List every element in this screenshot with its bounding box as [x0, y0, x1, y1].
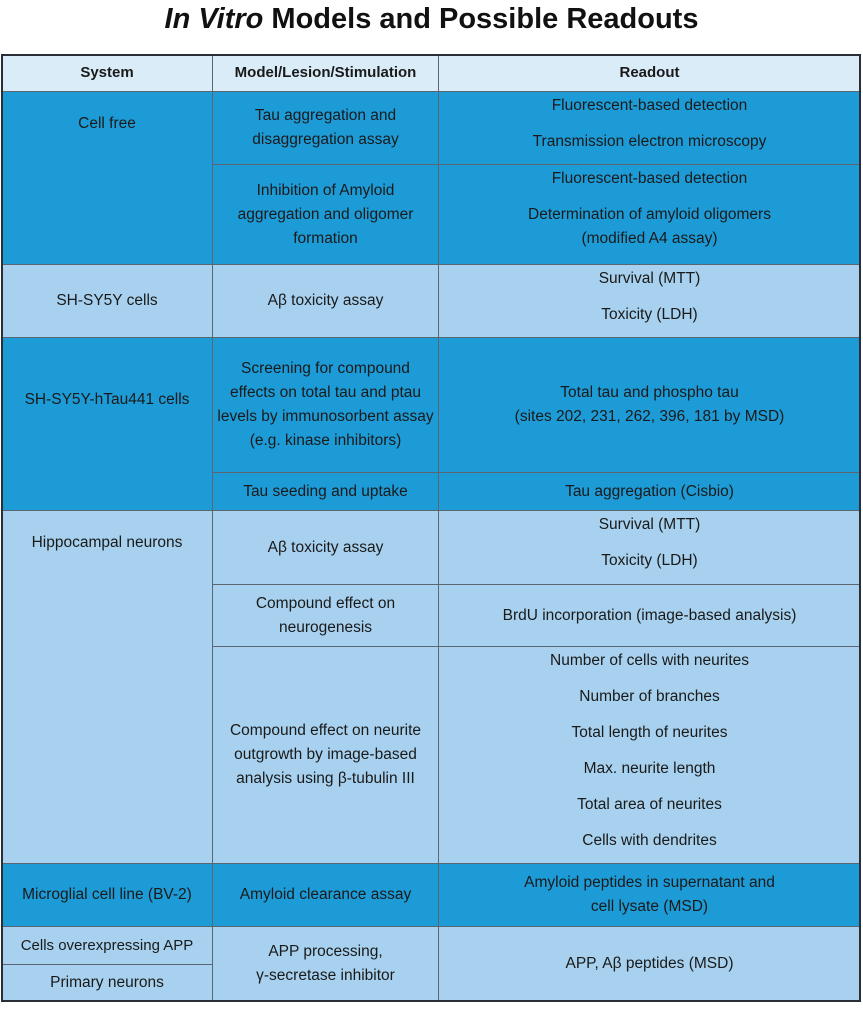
readout-line: Survival (MTT) [598, 516, 701, 533]
readout-line: Transmission electron microscopy [532, 133, 767, 150]
readout-amyloid-inhibition [438, 164, 861, 265]
model-htau-screening: Screening for compound effects on total tau and ptau levels by immunosorbent assay (e.g. kinase inhibitors) [212, 337, 439, 473]
readout-line: Fluorescent-based detection [551, 97, 748, 114]
readout-line: Cells with dendrites [582, 832, 717, 849]
readout-line: Number of cells with neurites [550, 652, 749, 669]
readout-line: Number of branches [579, 688, 720, 705]
readout-hippocampal-toxicity [438, 510, 861, 585]
system-cells-overexpressing-app: Cells overexpressing APP [1, 926, 213, 965]
model-neurogenesis: Compound effect on neurogenesis [212, 584, 439, 647]
readout-line: Total tau and phospho tau [560, 384, 739, 401]
readout-htau-screening [438, 337, 861, 473]
model-line: APP processing, [268, 943, 383, 960]
readout-neurite-outgrowth [438, 646, 861, 864]
model-amyloid-clearance: Amyloid clearance assay [212, 863, 439, 927]
readout-line: Max. neurite length [583, 760, 716, 777]
model-tau-seeding: Tau seeding and uptake [212, 472, 439, 511]
readout-line: Survival (MTT) [598, 270, 701, 287]
readout-line: cell lysate (MSD) [590, 898, 709, 915]
readout-tau-seeding: Tau aggregation (Cisbio) [438, 472, 861, 511]
readout-app: APP, Aβ peptides (MSD) [438, 926, 861, 1002]
readout-line: Toxicity (LDH) [601, 552, 698, 569]
readout-line: Total length of neurites [571, 724, 728, 741]
model-line: γ-secretase inhibitor [256, 967, 395, 984]
readout-amyloid-clearance [438, 863, 861, 927]
readout-line: (modified A4 assay) [581, 230, 718, 247]
header-system: System [1, 54, 213, 92]
title-italic: In Vitro [164, 3, 264, 35]
readout-neurogenesis: BrdU incorporation (image-based analysis) [438, 584, 861, 647]
system-hippocampal: Hippocampal neurons [1, 510, 213, 864]
readout-shsy5y [438, 264, 861, 338]
model-neurite-outgrowth: Compound effect on neurite outgrowth by image-based analysis using β-tubulin III [212, 646, 439, 864]
readout-line: Total area of neurites [577, 796, 722, 813]
system-microglial: Microglial cell line (BV-2) [1, 863, 213, 927]
model-shsy5y-toxicity: Aβ toxicity assay [212, 264, 439, 338]
readout-line: Toxicity (LDH) [601, 306, 698, 323]
header-model: Model/Lesion/Stimulation [212, 54, 439, 92]
system-htau441: SH-SY5Y-hTau441 cells [1, 337, 213, 511]
system-primary-neurons: Primary neurons [1, 964, 213, 1002]
system-shsy5y: SH-SY5Y cells [1, 264, 213, 338]
readout-line: Amyloid peptides in supernatant and [524, 874, 775, 891]
header-readout: Readout [438, 54, 861, 92]
model-tau-aggregation: Tau aggregation and disaggregation assay [212, 91, 439, 165]
model-amyloid-inhibition: Inhibition of Amyloid aggregation and oligomer formation [212, 164, 439, 265]
model-hippocampal-toxicity: Aβ toxicity assay [212, 510, 439, 585]
title-rest: Models and Possible Readouts [263, 3, 699, 35]
model-app-processing [212, 926, 439, 1002]
system-cell-free: Cell free [1, 91, 213, 265]
readout-tau-aggregation [438, 91, 861, 165]
readout-line: Determination of amyloid oligomers [528, 206, 771, 223]
readout-line: (sites 202, 231, 262, 396, 181 by MSD) [514, 408, 785, 425]
readout-line: Fluorescent-based detection [551, 170, 748, 187]
